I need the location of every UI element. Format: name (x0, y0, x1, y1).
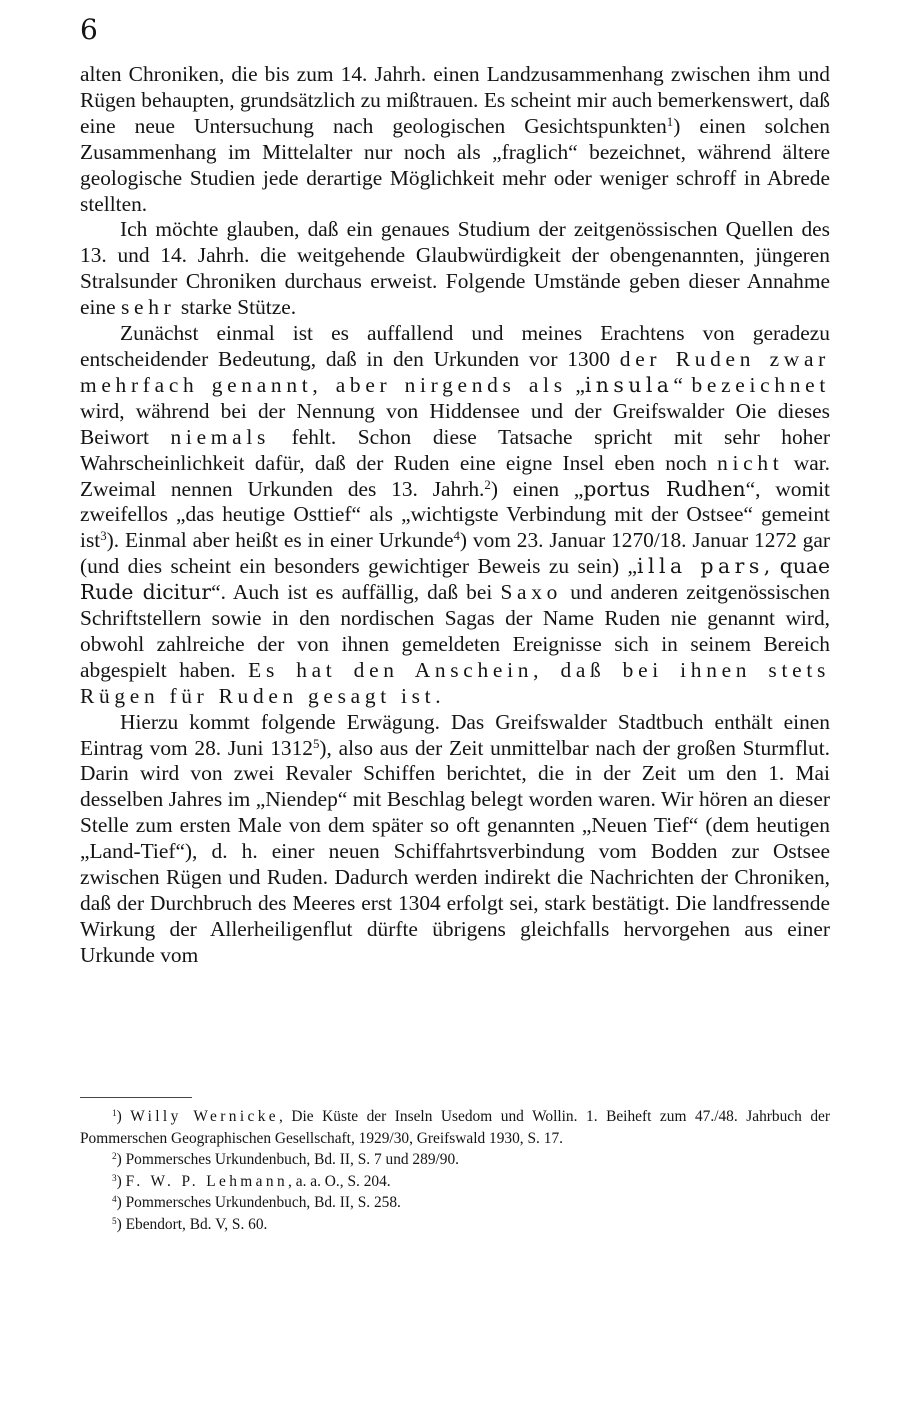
text-run: Ich möchte glauben, daß ein genaues Studium der zeitgenössischen Quellen des 13. und 14. Jahrh. die weitgehende Glaubwürdigkeit der obengenannten, jüngeren Stralsunder Chroniken durchaus erweist. Folgende Umstände geben dieser Annahme eine (80, 217, 830, 320)
footnote-ref: 5 (312, 736, 320, 751)
emphasis-text: Es hat den Anschein, daß bei ihnen stets Rügen für Ruden gesagt ist (80, 657, 831, 708)
emphasis-text: bezeichnet (691, 372, 831, 397)
text-run: wird, während bei der Nennung von Hiddensee und der Greifswalder Oie dieses Beiwort (80, 398, 830, 449)
text-run: portus Rudhen (583, 476, 746, 501)
text-run: Zunächst einmal ist es auffallend und meines Erachtens von geradezu entscheidender Bedeutung, daß in den Urkunden vor 1300 (80, 321, 830, 371)
body-text (80, 62, 830, 969)
paragraph (80, 217, 830, 321)
text-run: ) Pommersches Urkundenbuch, Bd. II, S. 7 und 289/90. (116, 1151, 460, 1169)
text-run: war. Zweimal nennen Urkunden des 13. Jahrh. (80, 450, 830, 501)
text-run: quae Rude dicitur (80, 554, 830, 605)
emphasis-text: insula (584, 372, 674, 397)
paragraph (80, 710, 830, 969)
text-run: , (763, 554, 780, 579)
paragraph (80, 321, 830, 710)
footnote-ref: 5 (112, 1215, 117, 1226)
footnote-ref: 4 (112, 1194, 117, 1205)
text-run: ) Pommersches Urkundenbuch, Bd. II, S. 258. (116, 1194, 401, 1212)
text-run: alten Chroniken, die bis zum 14. Jahrh. einen Landzusammenhang zwischen ihm und Rügen behaupten, grundsätzlich zu mißtrauen. Es scheint mir auch bemerkenswert, daß eine neue Untersuchung nach geologischen Gesichtspunkten (80, 62, 830, 138)
footnote (80, 1106, 830, 1149)
text-run: , a. a. O., S. 204. (288, 1172, 391, 1190)
text-run: ) Ebendort, Bd. V, S. 60. (116, 1215, 268, 1233)
text-run: ) (116, 1172, 126, 1190)
footnote-ref: 4 (453, 529, 460, 544)
text-run: und anderen zeitgenössischen Schriftstellern sowie in den nordischen Sagas der Name Ruden nie genannt wird, obwohl zahlreiche der von ihnen gemeldeten Ereignisse sich in seinem Bereich abgespielt haben. (80, 580, 830, 682)
emphasis-text: illa pars (637, 554, 764, 579)
emphasis-text: der Ruden zwar mehrfach genannt, aber nirgends als (80, 346, 830, 397)
emphasis-text: F. W. P. Lehmann (125, 1172, 289, 1190)
footnote-ref: 3 (112, 1172, 117, 1183)
emphasis-text: sehr (120, 295, 176, 320)
text-run: fehlt. Schon diese Tatsache spricht mit sehr hoher Wahrscheinlichkeit dafür, daß der Ruden eine eigne Insel eben noch (80, 424, 830, 475)
footnote-ref: 2 (484, 477, 491, 492)
footnote (80, 1149, 830, 1171)
footnotes (80, 1106, 830, 1236)
text-run: . (435, 683, 441, 708)
text-run: starke Stütze. (175, 295, 297, 320)
emphasis-text: niemals (170, 424, 271, 449)
text-run: , Die Küste der Inseln Usedom und Wollin. 1. Beiheft zum 47./48. Jahrbuch der Pommerschen Geographischen Gesellschaft, 1929/30, Greifswald 1930, S. 17. (80, 1108, 830, 1147)
footnote-ref: 2 (112, 1151, 117, 1162)
text-run: ) vom 23. Januar 1270/18. Januar 1272 gar (und dies scheint ein besonders gewichtiger Beweis zu sein) „ (80, 528, 830, 579)
text-run: ), also aus der Zeit unmittelbar nach der großen Sturmflut. Darin wird von zwei Revaler Schiffen berichtet, die in der Zeit um den 1. Mai desselben Jahres im „Niendep“ mit Beschlag belegt worden waren. Wir hören an dieser Stelle zum ersten Male von dem später so oft genannten „Neuen Tief“ (dem heutigen „Land-Tief“), d. h. einer neuen Schiffahrtsverbindung vom Bodden zur Ostsee zwischen Rügen und Ruden. Dadurch werden indirekt die Nachrichten der Chroniken, daß der Durchbruch des Meeres erst 1304 erfolgt sei, stark bestätigt. Die landfressende Wirkung der Allerheiligenflut dürfte übrigens gleichfalls hervorgehen aus einer Urkunde vom (80, 735, 830, 967)
footnote-divider (80, 1097, 192, 1098)
text-run: „ (566, 372, 585, 397)
paragraph (80, 62, 830, 217)
footnote (80, 1171, 830, 1193)
page-number: 6 (80, 13, 98, 46)
footnote-ref: 1 (666, 114, 674, 129)
emphasis-text: Saxo (500, 580, 563, 605)
footnote (80, 1214, 830, 1236)
emphasis-text: nicht (717, 450, 784, 475)
footnote-ref: 1 (112, 1107, 117, 1118)
footnote (80, 1192, 830, 1214)
text-run: Hierzu kommt folgende Erwägung. Das Greifswalder Stadtbuch enthält einen Eintrag vom 28. Juni 1312 (80, 709, 830, 760)
text-run: “, womit zweifellos „das heutige Osttief“ als „wichtigste Verbindung mit der Ostsee“ gemeint ist (80, 476, 830, 553)
text-run: ) einen „ (490, 476, 584, 501)
text-run: “. Auch ist es auffällig, daß bei (211, 580, 501, 605)
text-run: ) (116, 1108, 131, 1125)
footnote-ref: 3 (100, 529, 107, 544)
emphasis-text: Willy Wernicke (130, 1108, 279, 1125)
text-run: ). Einmal aber heißt es in einer Urkunde (106, 528, 454, 553)
text-run: “ (673, 372, 692, 397)
text-run: ) einen solchen Zusammenhang im Mittelalter nur noch als „fraglich“ bezeichnet, während ältere geologische Studien jede derartige Möglichkeit mehr oder weniger schroff in Abrede stellten. (80, 113, 830, 216)
